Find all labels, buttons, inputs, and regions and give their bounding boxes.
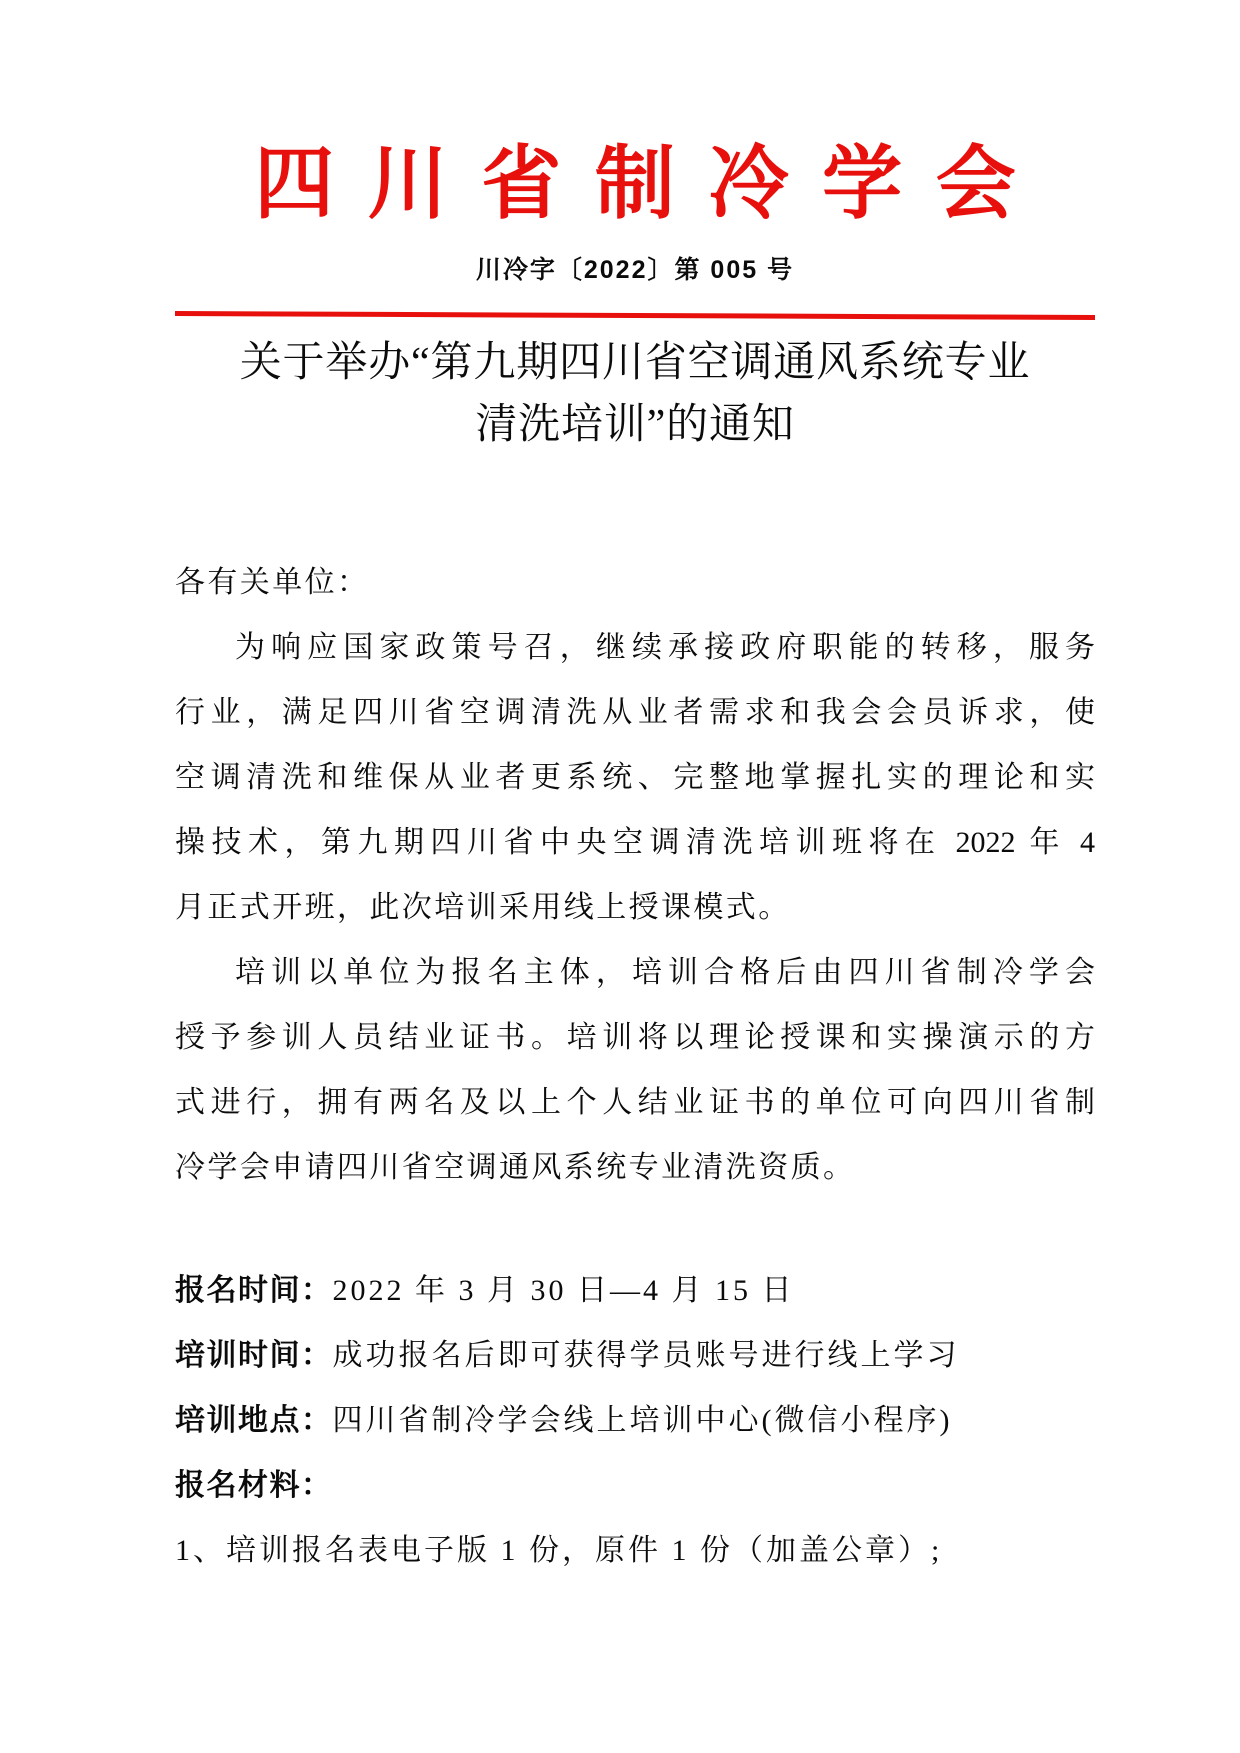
signup-time-value: 2022 年 3 月 30 日—4 月 15 日 [332,1274,795,1307]
training-time-label: 培训时间： [175,1339,333,1372]
training-place-value: 四川省制冷学会线上培训中心(微信小程序) [332,1404,953,1437]
registration-info [175,1258,1095,1583]
red-divider-rule [175,311,1095,320]
notice-title [175,332,1095,456]
body-line: 培训以单位为报名主体，培训合格后由四川省制冷学会 [235,956,1095,989]
paragraph-2 [175,940,1095,1200]
notice-title-line2: 清洗培训”的通知 [475,402,795,448]
materials-label: 报名材料： [175,1469,333,1502]
document-number: 川冷字〔2022〕第 005 号 [475,256,795,284]
paragraph-1 [175,615,1095,940]
training-place-label: 培训地点： [175,1404,333,1437]
salutation: 各有关单位： [175,566,370,599]
organization-title: 四川省制冷学会 [254,141,1050,229]
body-line: 式进行，拥有两名及以上个人结业证书的单位可向四川省制 [175,1086,1095,1119]
signup-time-label: 报名时间： [175,1274,333,1307]
body-line: 授予参训人员结业证书。培训将以理论授课和实操演示的方 [175,1021,1095,1054]
info-line-materials [175,1453,1095,1518]
info-line-training-place [175,1388,1095,1453]
materials-list-item-1: 1、培训报名表电子版 1 份，原件 1 份（加盖公章）; [175,1534,943,1567]
document-content [175,141,1095,1583]
body-line: 操技术，第九期四川省中央空调清洗培训班将在 2022 年 4 [175,826,1095,859]
notice-title-line1: 关于举办“第九期四川省空调通风系统专业 [239,340,1031,386]
body-line: 行业，满足四川省空调清洗从业者需求和我会会员诉求，使 [175,696,1095,729]
body-line: 月正式开班，此次培训采用线上授课模式。 [175,891,791,924]
body-line: 冷学会申请四川省空调通风系统专业清洗资质。 [175,1151,856,1184]
body-line: 为响应国家政策号召，继续承接政府职能的转移，服务 [235,631,1095,664]
body-line: 空调清洗和维保从业者更系统、完整地掌握扎实的理论和实 [175,761,1095,794]
info-line-signup-time [175,1258,1095,1323]
training-time-value: 成功报名后即可获得学员账号进行线上学习 [332,1339,960,1372]
info-line-training-time [175,1323,1095,1388]
